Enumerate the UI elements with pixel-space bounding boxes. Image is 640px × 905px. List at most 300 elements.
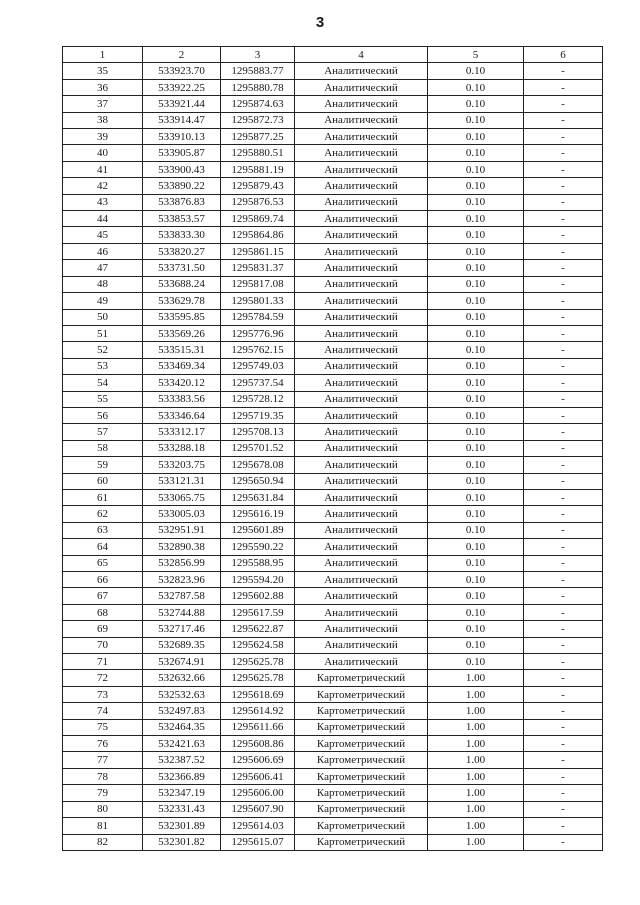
note-cell: - (524, 473, 603, 489)
y-coordinate-cell: 1295876.53 (221, 194, 295, 210)
x-coordinate-cell: 533853.57 (143, 211, 221, 227)
x-coordinate-cell: 532331.43 (143, 801, 221, 817)
y-coordinate-cell: 1295606.41 (221, 768, 295, 784)
point-number-cell: 44 (63, 211, 143, 227)
method-cell: Аналитический (295, 539, 428, 555)
note-cell: - (524, 243, 603, 259)
table-row (63, 785, 603, 801)
y-coordinate-cell: 1295762.15 (221, 342, 295, 358)
point-number-cell: 65 (63, 555, 143, 571)
column-header: 3 (221, 47, 295, 63)
table-row (63, 243, 603, 259)
accuracy-cell: 0.10 (428, 637, 524, 653)
method-cell: Картометрический (295, 785, 428, 801)
method-cell: Аналитический (295, 424, 428, 440)
table-row (63, 145, 603, 161)
accuracy-cell: 0.10 (428, 555, 524, 571)
x-coordinate-cell: 532890.38 (143, 539, 221, 555)
table-row (63, 227, 603, 243)
accuracy-cell: 0.10 (428, 522, 524, 538)
note-cell: - (524, 719, 603, 735)
table-row (63, 79, 603, 95)
method-cell: Картометрический (295, 703, 428, 719)
x-coordinate-cell: 532532.63 (143, 686, 221, 702)
accuracy-cell: 0.10 (428, 194, 524, 210)
note-cell: - (524, 424, 603, 440)
table-row (63, 489, 603, 505)
accuracy-cell: 1.00 (428, 834, 524, 850)
method-cell: Аналитический (295, 572, 428, 588)
table-row (63, 818, 603, 834)
y-coordinate-cell: 1295602.88 (221, 588, 295, 604)
x-coordinate-cell: 533383.56 (143, 391, 221, 407)
point-number-cell: 47 (63, 260, 143, 276)
method-cell: Картометрический (295, 719, 428, 735)
table-row (63, 621, 603, 637)
method-cell: Аналитический (295, 112, 428, 128)
note-cell: - (524, 358, 603, 374)
accuracy-cell: 1.00 (428, 752, 524, 768)
table-row (63, 703, 603, 719)
accuracy-cell: 0.10 (428, 145, 524, 161)
point-number-cell: 50 (63, 309, 143, 325)
accuracy-cell: 0.10 (428, 342, 524, 358)
y-coordinate-cell: 1295701.52 (221, 440, 295, 456)
y-coordinate-cell: 1295879.43 (221, 178, 295, 194)
y-coordinate-cell: 1295594.20 (221, 572, 295, 588)
x-coordinate-cell: 533876.83 (143, 194, 221, 210)
column-header: 1 (63, 47, 143, 63)
table-row (63, 752, 603, 768)
y-coordinate-cell: 1295861.15 (221, 243, 295, 259)
note-cell: - (524, 260, 603, 276)
note-cell: - (524, 112, 603, 128)
note-cell: - (524, 818, 603, 834)
note-cell: - (524, 145, 603, 161)
method-cell: Аналитический (295, 211, 428, 227)
point-number-cell: 67 (63, 588, 143, 604)
y-coordinate-cell: 1295624.58 (221, 637, 295, 653)
point-number-cell: 55 (63, 391, 143, 407)
y-coordinate-cell: 1295618.69 (221, 686, 295, 702)
y-coordinate-cell: 1295831.37 (221, 260, 295, 276)
point-number-cell: 63 (63, 522, 143, 538)
method-cell: Аналитический (295, 604, 428, 620)
x-coordinate-cell: 532717.46 (143, 621, 221, 637)
method-cell: Аналитический (295, 309, 428, 325)
point-number-cell: 56 (63, 407, 143, 423)
x-coordinate-cell: 533905.87 (143, 145, 221, 161)
point-number-cell: 41 (63, 161, 143, 177)
note-cell: - (524, 194, 603, 210)
point-number-cell: 45 (63, 227, 143, 243)
table-row (63, 161, 603, 177)
y-coordinate-cell: 1295588.95 (221, 555, 295, 571)
accuracy-cell: 1.00 (428, 818, 524, 834)
method-cell: Аналитический (295, 391, 428, 407)
accuracy-cell: 0.10 (428, 211, 524, 227)
accuracy-cell: 0.10 (428, 407, 524, 423)
accuracy-cell: 0.10 (428, 227, 524, 243)
y-coordinate-cell: 1295874.63 (221, 96, 295, 112)
accuracy-cell: 1.00 (428, 686, 524, 702)
accuracy-cell: 0.10 (428, 178, 524, 194)
method-cell: Аналитический (295, 194, 428, 210)
note-cell: - (524, 539, 603, 555)
accuracy-cell: 0.10 (428, 391, 524, 407)
point-number-cell: 37 (63, 96, 143, 112)
x-coordinate-cell: 533921.44 (143, 96, 221, 112)
point-number-cell: 81 (63, 818, 143, 834)
x-coordinate-cell: 532787.58 (143, 588, 221, 604)
accuracy-cell: 0.10 (428, 489, 524, 505)
table-row (63, 473, 603, 489)
point-number-cell: 57 (63, 424, 143, 440)
y-coordinate-cell: 1295880.78 (221, 79, 295, 95)
method-cell: Картометрический (295, 818, 428, 834)
point-number-cell: 72 (63, 670, 143, 686)
accuracy-cell: 0.10 (428, 79, 524, 95)
x-coordinate-cell: 532744.88 (143, 604, 221, 620)
column-header: 4 (295, 47, 428, 63)
y-coordinate-cell: 1295749.03 (221, 358, 295, 374)
accuracy-cell: 0.10 (428, 654, 524, 670)
table-row (63, 572, 603, 588)
note-cell: - (524, 63, 603, 79)
note-cell: - (524, 178, 603, 194)
y-coordinate-cell: 1295678.08 (221, 457, 295, 473)
x-coordinate-cell: 533914.47 (143, 112, 221, 128)
method-cell: Аналитический (295, 293, 428, 309)
x-coordinate-cell: 533346.64 (143, 407, 221, 423)
table-row (63, 604, 603, 620)
table-row (63, 736, 603, 752)
x-coordinate-cell: 533833.30 (143, 227, 221, 243)
y-coordinate-cell: 1295606.00 (221, 785, 295, 801)
method-cell: Аналитический (295, 276, 428, 292)
point-number-cell: 40 (63, 145, 143, 161)
y-coordinate-cell: 1295708.13 (221, 424, 295, 440)
x-coordinate-cell: 532421.63 (143, 736, 221, 752)
page-number: 3 (315, 14, 325, 31)
accuracy-cell: 1.00 (428, 801, 524, 817)
y-coordinate-cell: 1295719.35 (221, 407, 295, 423)
note-cell: - (524, 621, 603, 637)
table-row (63, 276, 603, 292)
note-cell: - (524, 768, 603, 784)
table-row (63, 293, 603, 309)
column-header: 5 (428, 47, 524, 63)
column-header: 6 (524, 47, 603, 63)
table-row (63, 342, 603, 358)
note-cell: - (524, 325, 603, 341)
y-coordinate-cell: 1295880.51 (221, 145, 295, 161)
point-number-cell: 79 (63, 785, 143, 801)
table-row (63, 801, 603, 817)
y-coordinate-cell: 1295776.96 (221, 325, 295, 341)
method-cell: Аналитический (295, 129, 428, 145)
point-number-cell: 68 (63, 604, 143, 620)
accuracy-cell: 0.10 (428, 325, 524, 341)
table-row (63, 407, 603, 423)
method-cell: Аналитический (295, 161, 428, 177)
table-row (63, 654, 603, 670)
x-coordinate-cell: 532366.89 (143, 768, 221, 784)
note-cell: - (524, 555, 603, 571)
table-row (63, 637, 603, 653)
y-coordinate-cell: 1295617.59 (221, 604, 295, 620)
table-row (63, 194, 603, 210)
point-number-cell: 36 (63, 79, 143, 95)
note-cell: - (524, 161, 603, 177)
point-number-cell: 73 (63, 686, 143, 702)
y-coordinate-cell: 1295801.33 (221, 293, 295, 309)
point-number-cell: 71 (63, 654, 143, 670)
method-cell: Аналитический (295, 489, 428, 505)
note-cell: - (524, 309, 603, 325)
method-cell: Картометрический (295, 670, 428, 686)
x-coordinate-cell: 533121.31 (143, 473, 221, 489)
accuracy-cell: 0.10 (428, 424, 524, 440)
x-coordinate-cell: 532497.83 (143, 703, 221, 719)
method-cell: Аналитический (295, 588, 428, 604)
note-cell: - (524, 211, 603, 227)
y-coordinate-cell: 1295614.03 (221, 818, 295, 834)
column-header: 2 (143, 47, 221, 63)
y-coordinate-cell: 1295817.08 (221, 276, 295, 292)
accuracy-cell: 0.10 (428, 506, 524, 522)
point-number-cell: 70 (63, 637, 143, 653)
point-number-cell: 52 (63, 342, 143, 358)
method-cell: Аналитический (295, 260, 428, 276)
x-coordinate-cell: 532347.19 (143, 785, 221, 801)
point-number-cell: 69 (63, 621, 143, 637)
table-row (63, 375, 603, 391)
y-coordinate-cell: 1295737.54 (221, 375, 295, 391)
accuracy-cell: 1.00 (428, 670, 524, 686)
method-cell: Аналитический (295, 473, 428, 489)
point-number-cell: 82 (63, 834, 143, 850)
x-coordinate-cell: 532856.99 (143, 555, 221, 571)
point-number-cell: 66 (63, 572, 143, 588)
accuracy-cell: 0.10 (428, 112, 524, 128)
table-row (63, 424, 603, 440)
note-cell: - (524, 572, 603, 588)
point-number-cell: 59 (63, 457, 143, 473)
note-cell: - (524, 489, 603, 505)
y-coordinate-cell: 1295864.86 (221, 227, 295, 243)
accuracy-cell: 1.00 (428, 736, 524, 752)
point-number-cell: 43 (63, 194, 143, 210)
accuracy-cell: 1.00 (428, 703, 524, 719)
table-row (63, 834, 603, 850)
x-coordinate-cell: 533065.75 (143, 489, 221, 505)
method-cell: Аналитический (295, 637, 428, 653)
note-cell: - (524, 604, 603, 620)
x-coordinate-cell: 533900.43 (143, 161, 221, 177)
note-cell: - (524, 834, 603, 850)
point-number-cell: 53 (63, 358, 143, 374)
method-cell: Аналитический (295, 243, 428, 259)
point-number-cell: 61 (63, 489, 143, 505)
accuracy-cell: 0.10 (428, 440, 524, 456)
note-cell: - (524, 391, 603, 407)
y-coordinate-cell: 1295869.74 (221, 211, 295, 227)
method-cell: Аналитический (295, 506, 428, 522)
y-coordinate-cell: 1295784.59 (221, 309, 295, 325)
method-cell: Аналитический (295, 375, 428, 391)
table-row (63, 539, 603, 555)
method-cell: Аналитический (295, 227, 428, 243)
table-row (63, 670, 603, 686)
accuracy-cell: 1.00 (428, 768, 524, 784)
x-coordinate-cell: 533890.22 (143, 178, 221, 194)
note-cell: - (524, 96, 603, 112)
table-row (63, 506, 603, 522)
table-row (63, 325, 603, 341)
x-coordinate-cell: 532387.52 (143, 752, 221, 768)
x-coordinate-cell: 533515.31 (143, 342, 221, 358)
point-number-cell: 62 (63, 506, 143, 522)
header-row (63, 47, 603, 63)
accuracy-cell: 0.10 (428, 604, 524, 620)
table-row (63, 178, 603, 194)
x-coordinate-cell: 533203.75 (143, 457, 221, 473)
note-cell: - (524, 79, 603, 95)
method-cell: Аналитический (295, 621, 428, 637)
point-number-cell: 80 (63, 801, 143, 817)
table-row (63, 686, 603, 702)
table-row (63, 63, 603, 79)
point-number-cell: 38 (63, 112, 143, 128)
point-number-cell: 78 (63, 768, 143, 784)
accuracy-cell: 0.10 (428, 588, 524, 604)
note-cell: - (524, 654, 603, 670)
accuracy-cell: 0.10 (428, 358, 524, 374)
table-row (63, 309, 603, 325)
point-number-cell: 64 (63, 539, 143, 555)
note-cell: - (524, 129, 603, 145)
point-number-cell: 46 (63, 243, 143, 259)
accuracy-cell: 0.10 (428, 457, 524, 473)
y-coordinate-cell: 1295611.66 (221, 719, 295, 735)
point-number-cell: 39 (63, 129, 143, 145)
method-cell: Картометрический (295, 736, 428, 752)
x-coordinate-cell: 532464.35 (143, 719, 221, 735)
accuracy-cell: 1.00 (428, 785, 524, 801)
method-cell: Аналитический (295, 440, 428, 456)
note-cell: - (524, 407, 603, 423)
accuracy-cell: 1.00 (428, 719, 524, 735)
point-number-cell: 54 (63, 375, 143, 391)
x-coordinate-cell: 533923.70 (143, 63, 221, 79)
x-coordinate-cell: 532301.89 (143, 818, 221, 834)
y-coordinate-cell: 1295883.77 (221, 63, 295, 79)
x-coordinate-cell: 533688.24 (143, 276, 221, 292)
accuracy-cell: 0.10 (428, 309, 524, 325)
method-cell: Аналитический (295, 407, 428, 423)
accuracy-cell: 0.10 (428, 63, 524, 79)
table-row (63, 440, 603, 456)
accuracy-cell: 0.10 (428, 129, 524, 145)
note-cell: - (524, 736, 603, 752)
table-row (63, 555, 603, 571)
table-row (63, 211, 603, 227)
accuracy-cell: 0.10 (428, 539, 524, 555)
method-cell: Картометрический (295, 768, 428, 784)
accuracy-cell: 0.10 (428, 375, 524, 391)
y-coordinate-cell: 1295650.94 (221, 473, 295, 489)
y-coordinate-cell: 1295608.86 (221, 736, 295, 752)
table-row (63, 112, 603, 128)
point-number-cell: 76 (63, 736, 143, 752)
accuracy-cell: 0.10 (428, 572, 524, 588)
x-coordinate-cell: 533469.34 (143, 358, 221, 374)
table-row (63, 522, 603, 538)
note-cell: - (524, 457, 603, 473)
accuracy-cell: 0.10 (428, 260, 524, 276)
note-cell: - (524, 686, 603, 702)
accuracy-cell: 0.10 (428, 473, 524, 489)
method-cell: Картометрический (295, 801, 428, 817)
y-coordinate-cell: 1295625.78 (221, 670, 295, 686)
y-coordinate-cell: 1295607.90 (221, 801, 295, 817)
x-coordinate-cell: 533922.25 (143, 79, 221, 95)
note-cell: - (524, 785, 603, 801)
method-cell: Аналитический (295, 96, 428, 112)
point-number-cell: 42 (63, 178, 143, 194)
note-cell: - (524, 670, 603, 686)
accuracy-cell: 0.10 (428, 96, 524, 112)
x-coordinate-cell: 532674.91 (143, 654, 221, 670)
y-coordinate-cell: 1295872.73 (221, 112, 295, 128)
point-number-cell: 35 (63, 63, 143, 79)
method-cell: Аналитический (295, 342, 428, 358)
table-row (63, 588, 603, 604)
point-number-cell: 75 (63, 719, 143, 735)
coordinates-table (62, 46, 603, 851)
point-number-cell: 58 (63, 440, 143, 456)
method-cell: Аналитический (295, 358, 428, 374)
point-number-cell: 74 (63, 703, 143, 719)
accuracy-cell: 0.10 (428, 276, 524, 292)
table-body (63, 63, 603, 851)
method-cell: Картометрический (295, 752, 428, 768)
y-coordinate-cell: 1295631.84 (221, 489, 295, 505)
y-coordinate-cell: 1295614.92 (221, 703, 295, 719)
x-coordinate-cell: 532823.96 (143, 572, 221, 588)
y-coordinate-cell: 1295615.07 (221, 834, 295, 850)
y-coordinate-cell: 1295622.87 (221, 621, 295, 637)
y-coordinate-cell: 1295625.78 (221, 654, 295, 670)
y-coordinate-cell: 1295616.19 (221, 506, 295, 522)
note-cell: - (524, 342, 603, 358)
method-cell: Аналитический (295, 325, 428, 341)
y-coordinate-cell: 1295728.12 (221, 391, 295, 407)
x-coordinate-cell: 532301.82 (143, 834, 221, 850)
point-number-cell: 77 (63, 752, 143, 768)
note-cell: - (524, 276, 603, 292)
x-coordinate-cell: 533820.27 (143, 243, 221, 259)
x-coordinate-cell: 533420.12 (143, 375, 221, 391)
y-coordinate-cell: 1295601.89 (221, 522, 295, 538)
note-cell: - (524, 703, 603, 719)
x-coordinate-cell: 533629.78 (143, 293, 221, 309)
y-coordinate-cell: 1295877.25 (221, 129, 295, 145)
table-row (63, 719, 603, 735)
method-cell: Аналитический (295, 79, 428, 95)
point-number-cell: 60 (63, 473, 143, 489)
